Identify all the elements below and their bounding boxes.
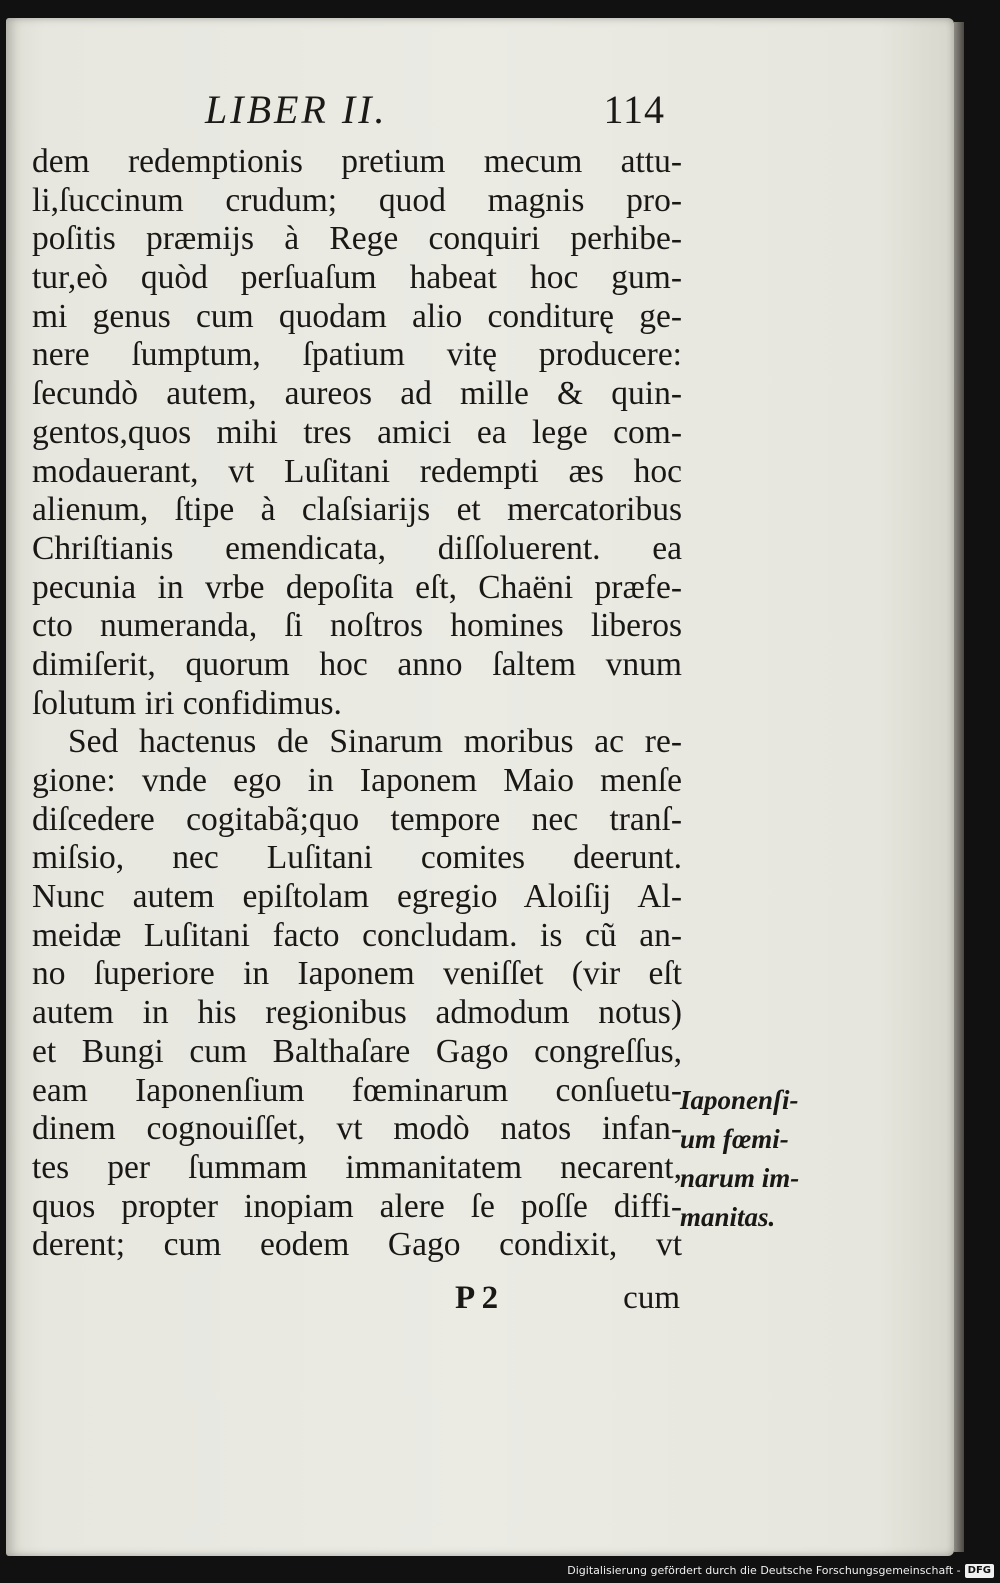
text-line: no ſuperiore in Iaponem veniſſet (vir eſt (32, 955, 682, 993)
dfg-logo: DFG (965, 1564, 994, 1578)
text-line: quos propter inopiam alere ſe poſſe diffi- (32, 1187, 682, 1225)
text-line: dinem cognouiſſet, vt modò natos infan- (32, 1110, 682, 1148)
text-line: pecunia in vrbe depoſita eſt, Chaëni præfe- (32, 568, 682, 606)
marginal-note (680, 1081, 830, 1237)
text-line: dem redemptionis pretium mecum attu- (32, 143, 682, 180)
text-line: alienum, ſtipe à claſsiarijs et mercatoribus (32, 491, 682, 529)
signature-mark: P 2 (455, 1280, 499, 1316)
page-footer (455, 1280, 680, 1320)
text-line: Chriſtianis emendicata, diſſoluerent. ea (32, 529, 682, 567)
marginal-note-line: um fœmi- (680, 1124, 789, 1154)
text-line: gentos,quos mihi tres amici ea lege com- (32, 413, 682, 451)
text-line: modauerant, vt Luſitani redempti æs hoc (32, 452, 682, 490)
text-line: tes per ſummam immanitatem necarent, (32, 1148, 682, 1186)
text-line: mi genus cum quodam alio conditurę ge- (32, 297, 682, 335)
credit-text: Digitalisierung gefördert durch die Deutsche Forschungsgemeinschaft - (567, 1564, 961, 1577)
text-line: diſcedere cogitabã;quo tempore nec tranſ- (32, 800, 682, 838)
page-number: 114 (603, 87, 665, 132)
text-line: autem in his regionibus admodum notus) (32, 994, 682, 1032)
digitization-credit (0, 1561, 1000, 1581)
catchword: cum (623, 1280, 680, 1316)
text-line: eam Iaponenſium fœminarum conſuetu- (32, 1071, 682, 1109)
text-line: Nunc autem epiſtolam egregio Aloiſij Al- (32, 878, 682, 916)
text-line: nere ſumptum, ſpatium vitę producere: (32, 336, 682, 374)
text-line: gione: vnde ego in Iaponem Maio menſe (32, 762, 682, 799)
text-line: tur,eò quòd perſuaſum habeat hoc gum- (32, 259, 682, 297)
text-line: dimiſerit, quorum hoc anno ſaltem vnum (32, 645, 682, 683)
text-line: et Bungi cum Balthaſare Gago congreſſus, (32, 1032, 682, 1070)
marginal-note-line: Iaponenſi- (680, 1085, 799, 1115)
text-line: meidæ Luſitani facto concludam. is cũ an- (32, 916, 682, 954)
marginal-note-line: narum im- (680, 1163, 800, 1193)
text-line: ſecundò autem, aureos ad mille & quin- (32, 375, 682, 413)
text-line: miſsio, nec Luſitani comites deerunt. (32, 839, 682, 877)
text-line: ſolutum iri confidimus. (32, 684, 342, 722)
text-line: Sed hactenus de Sinarum moribus ac re- (68, 723, 682, 761)
page-edge (954, 22, 964, 1552)
text-line: li,ſuccinum crudum; quod magnis pro- (32, 181, 682, 219)
body-text (32, 143, 682, 1265)
running-head (205, 86, 665, 136)
running-head-title: LIBER II. (205, 87, 388, 132)
text-line: cto numeranda, ſi noſtros homines liberos (32, 607, 682, 645)
marginal-note-line: manitas. (680, 1202, 776, 1232)
text-line: poſitis præmijs à Rege conquiri perhibe- (32, 220, 682, 258)
text-line: derent; cum eodem Gago condixit, vt (32, 1226, 682, 1264)
